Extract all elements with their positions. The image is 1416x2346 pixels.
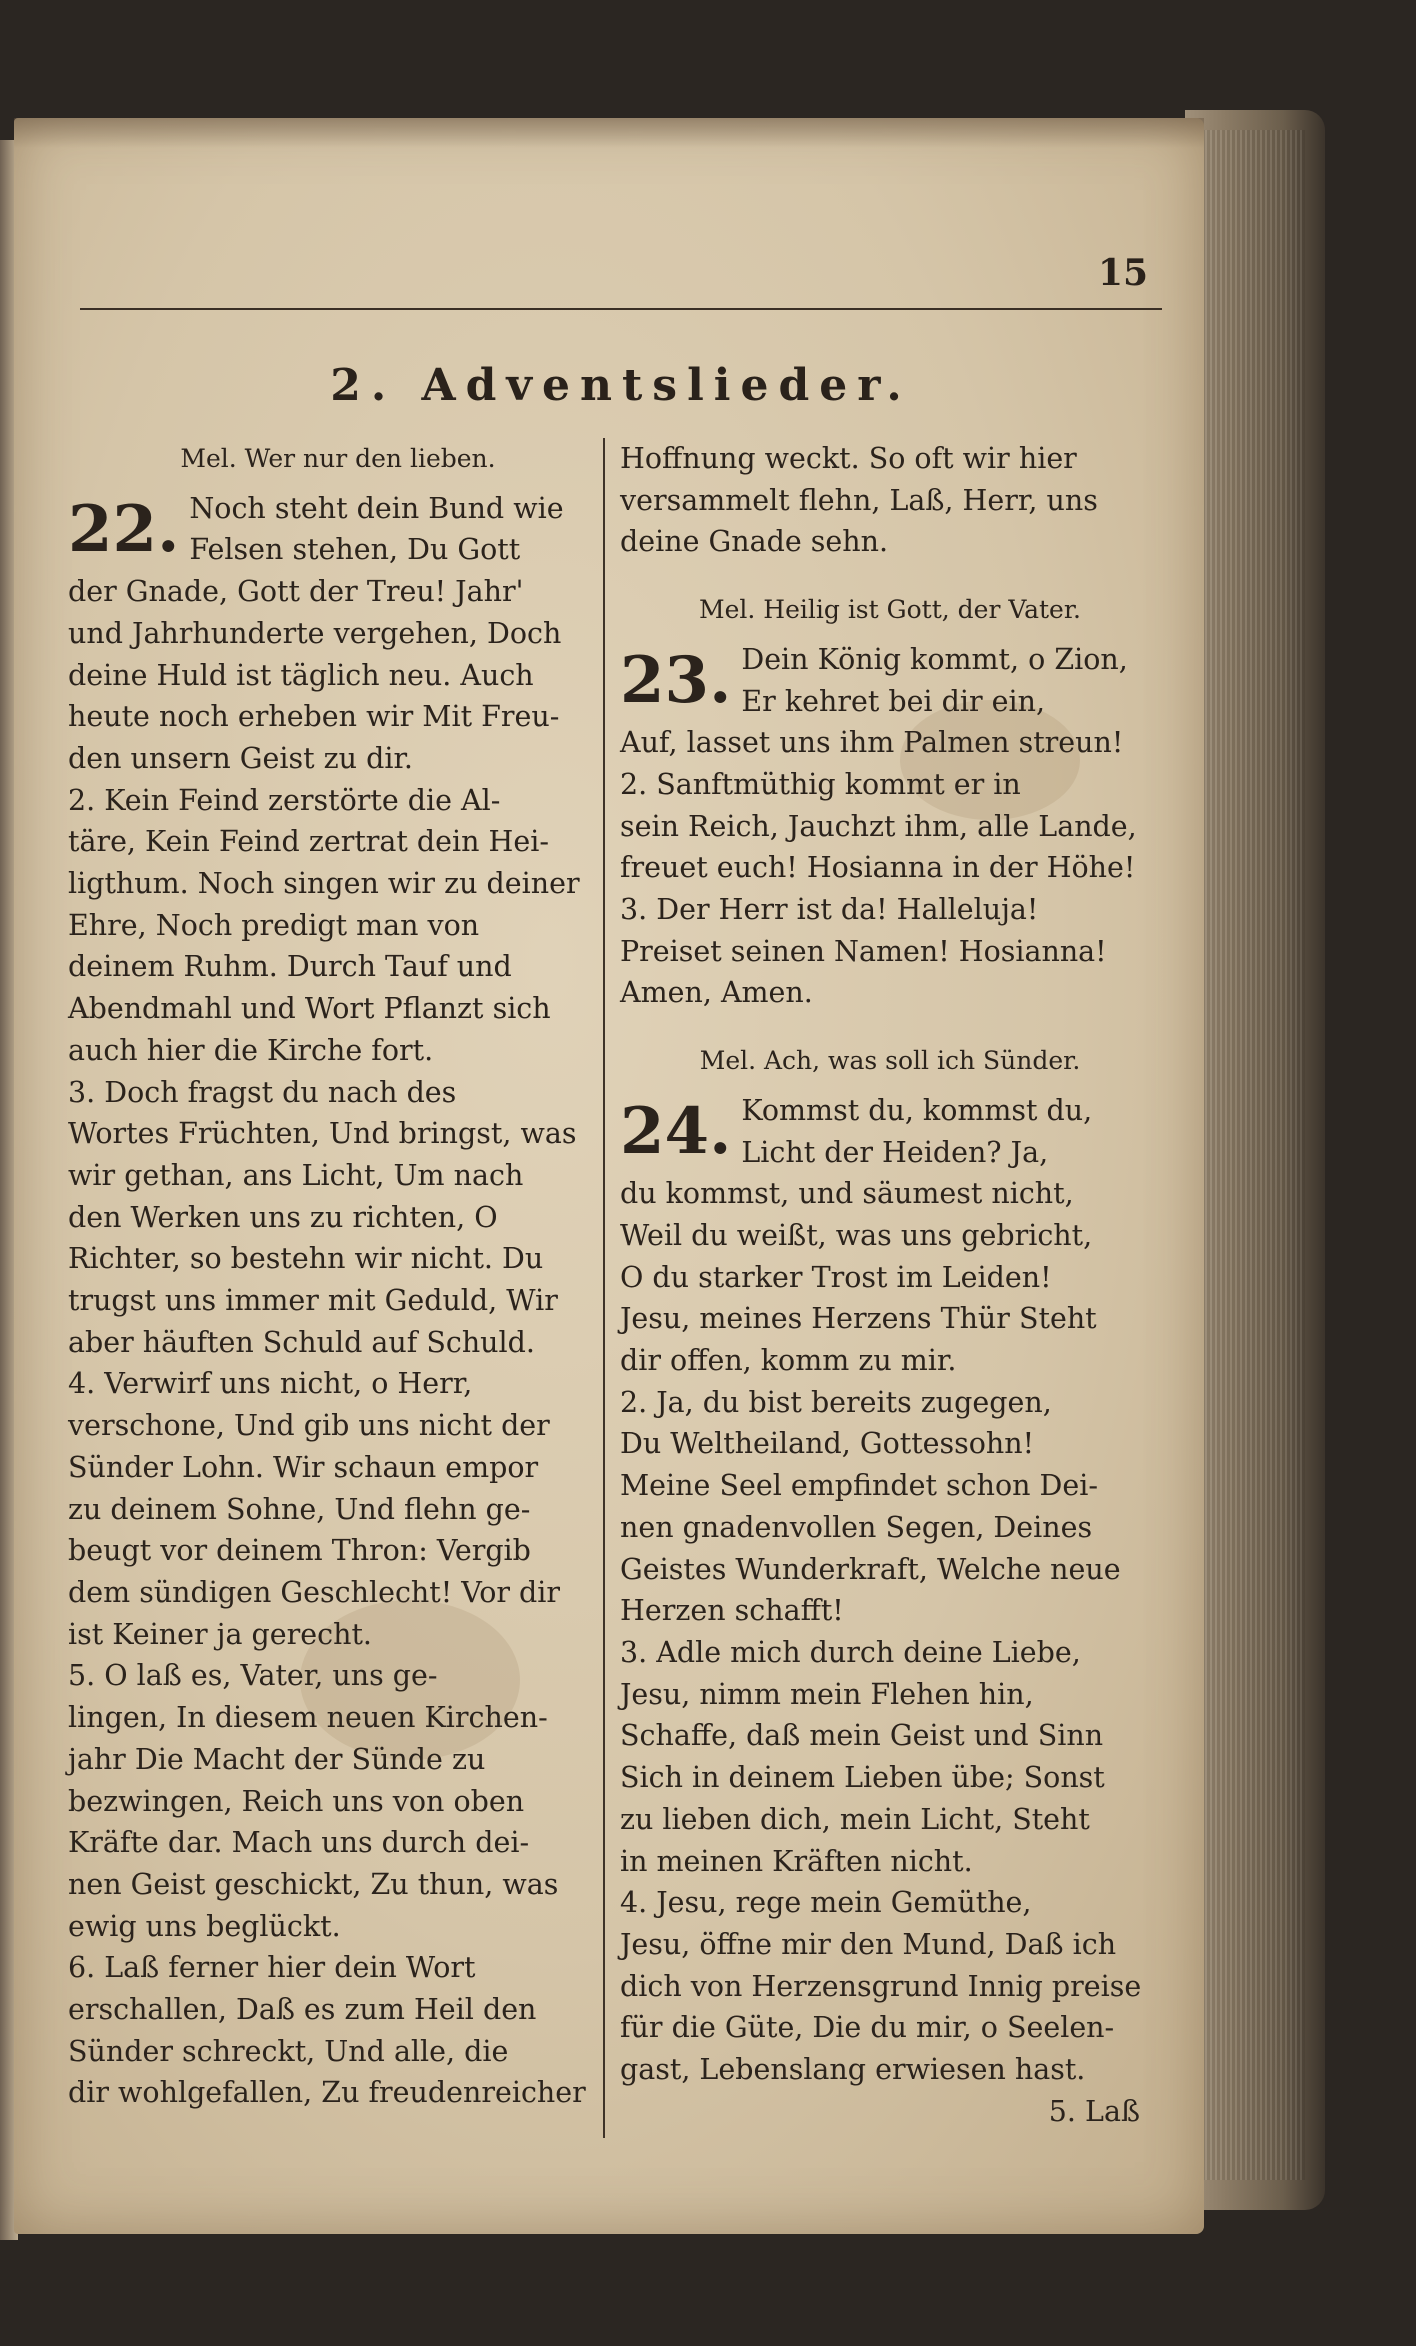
hymn-line: ist Keiner ja gerecht. [68,1617,372,1651]
hymn-22 [68,488,608,2114]
hymn-line: den unsern Geist zu dir. [68,741,413,775]
hymn-line: deine Huld ist täglich neu. Auch [68,658,534,692]
hymn-line: Dein König kommt, o Zion, [741,642,1128,676]
hymn-line: Jesu, meines Herzens Thür Steht [620,1302,1097,1336]
hymn-line: 4. Jesu, rege mein Gemüthe, [620,1886,1032,1920]
hymn-line: zu deinem Sohne, Und flehn ge- [68,1492,531,1526]
hymn-line: Felsen stehen, Du Gott [189,533,521,567]
hymn-number: 24. [620,1093,732,1169]
hymn-text [620,1090,1160,2091]
hymn-line: ligthum. Noch singen wir zu deiner [68,867,580,901]
hymn-line: du kommst, und säumest nicht, [620,1177,1074,1211]
hymn-number: 22. [68,491,180,567]
hymn-line: und Jahrhunderte vergehen, Doch [68,616,562,650]
hymn-line: Kräfte dar. Mach uns durch dei- [68,1826,530,1860]
hymn-line: Sünder schreckt, Und alle, die [68,2034,509,2068]
hymn-23 [620,639,1160,1014]
melody-note: Mel. Wer nur den lieben. [180,444,496,473]
hymn-line: Meine Seel empfindet schon Dei- [620,1469,1098,1503]
hymn-line: Er kehret bei dir ein, [741,684,1046,718]
hymn-line: zu lieben dich, mein Licht, Steht [620,1802,1090,1836]
hymn-line: 4. Verwirf uns nicht, o Herr, [68,1367,473,1401]
hymn-line: Jesu, öffne mir den Mund, Daß ich [620,1927,1117,1961]
catchword: 5. Laß [1048,2094,1140,2128]
hymn-line: auch hier die Kirche fort. [68,1033,434,1067]
hymn-line: verschone, Und gib uns nicht der [68,1409,550,1443]
hymn-line: bezwingen, Reich uns von oben [68,1784,525,1818]
hymn-line: 3. Doch fragst du nach des [68,1075,457,1109]
hymn-line: Richter, so bestehn wir nicht. Du [68,1242,544,1276]
hymn-continuation [620,438,1160,563]
page-number: 15 [1098,252,1149,294]
hymn-line: täre, Kein Feind zertrat dein Hei- [68,825,550,859]
hymn-line: in meinen Kräften nicht. [620,1844,973,1878]
hymn-line: der Gnade, Gott der Treu! Jahr' [68,575,524,609]
hymn-line: gast, Lebenslang erwiesen hast. [620,2053,1086,2087]
hymn-line: wir gethan, ans Licht, Um nach [68,1158,524,1192]
hymn-line: Ehre, Noch predigt man von [68,908,480,942]
hymn-line: erschallen, Daß es zum Heil den [68,1993,537,2027]
hymn-line: Herzen schafft! [620,1594,844,1628]
hymn-line: 2. Sanftmüthig kommt er in [620,767,1021,801]
hymn-line: dich von Herzensgrund Innig preise [620,1969,1142,2003]
hymn-line: 3. Adle mich durch deine Liebe, [620,1635,1081,1669]
hymn-text [68,488,608,2114]
hymn-line: O du starker Trost im Leiden! [620,1260,1052,1294]
hymn-line: Sich in deinem Lieben übe; Sonst [620,1761,1105,1795]
hymn-line: 2. Ja, du bist bereits zugegen, [620,1385,1052,1419]
hymn-line: Kommst du, kommst du, [741,1093,1093,1127]
hymn-line: Noch steht dein Bund wie [189,491,564,525]
hymn-line: aber häuften Schuld auf Schuld. [68,1325,535,1359]
hymn-line: Amen, Amen. [620,976,813,1010]
melody-note: Mel. Ach, was soll ich Sünder. [699,1046,1081,1076]
hymn-line: ewig uns beglückt. [68,1909,341,1943]
hymn-line: Wortes Früchten, Und bringst, was [68,1117,577,1151]
hymn-line: Hoffnung weckt. So oft wir hier [620,442,1077,475]
hymn-line: sein Reich, Jauchzt ihm, alle Lande, [620,809,1137,843]
hymn-line: Sünder Lohn. Wir schaun empor [68,1450,539,1484]
hymn-line: nen Geist geschickt, Zu thun, was [68,1867,559,1901]
hymn-line: den Werken uns zu richten, O [68,1200,498,1234]
hymn-number: 23. [620,642,732,718]
hymn-line: lingen, In diesem neuen Kirchen- [68,1701,548,1735]
hymn-line: deinem Ruhm. Durch Tauf und [68,950,512,984]
hymn-line: beugt vor deinem Thron: Vergib [68,1534,531,1568]
hymn-line: Auf, lasset uns ihm Palmen streun! [620,726,1124,760]
hymn-line: Licht der Heiden? Ja, [741,1135,1049,1169]
hymn-line: Abendmahl und Wort Pflanzt sich [68,992,551,1026]
hymn-line: nen gnadenvollen Segen, Deines [620,1510,1093,1544]
hymn-line: Jesu, nimm mein Flehen hin, [620,1677,1034,1711]
hymn-line: dir offen, komm zu mir. [620,1344,957,1378]
hymn-24 [620,1090,1160,2091]
hymn-line: dem sündigen Geschlecht! Vor dir [68,1575,561,1609]
hymn-line: Weil du weißt, was uns gebricht, [620,1218,1093,1252]
hymn-line: 2. Kein Feind zerstörte die Al- [68,783,501,817]
hymn-line: Schaffe, daß mein Geist und Sinn [620,1719,1104,1753]
section-title: 2. Adventslieder. [330,360,912,411]
hymn-line: trugst uns immer mit Geduld, Wir [68,1284,558,1318]
header-rule [80,308,1162,310]
left-column [68,438,608,2114]
hymn-line: Preiset seinen Namen! Hosianna! [620,934,1107,968]
hymn-line: jahr Die Macht der Sünde zu [68,1742,486,1776]
book-page-edges [1185,110,1325,2210]
hymn-line: Geistes Wunderkraft, Welche neue [620,1552,1121,1586]
hymn-line: heute noch erheben wir Mit Freu- [68,700,560,734]
hymn-line: für die Güte, Die du mir, o Seelen- [620,2011,1115,2045]
right-column [620,438,1160,2132]
page-shadow [14,118,1204,148]
hymn-line: 6. Laß ferner hier dein Wort [68,1951,476,1985]
hymn-line: dir wohlgefallen, Zu freudenreicher [68,2076,586,2110]
hymn-line: versammelt flehn, Laß, Herr, uns [620,483,1098,517]
hymn-line: deine Gnade sehn. [620,525,889,559]
hymn-line: freuet euch! Hosianna in der Höhe! [620,851,1136,885]
hymn-line: 3. Der Herr ist da! Halleluja! [620,893,1039,927]
melody-note: Mel. Heilig ist Gott, der Vater. [699,595,1081,625]
hymn-line: 5. O laß es, Vater, uns ge- [68,1659,438,1693]
hymn-line: Du Weltheiland, Gottessohn! [620,1427,1035,1461]
